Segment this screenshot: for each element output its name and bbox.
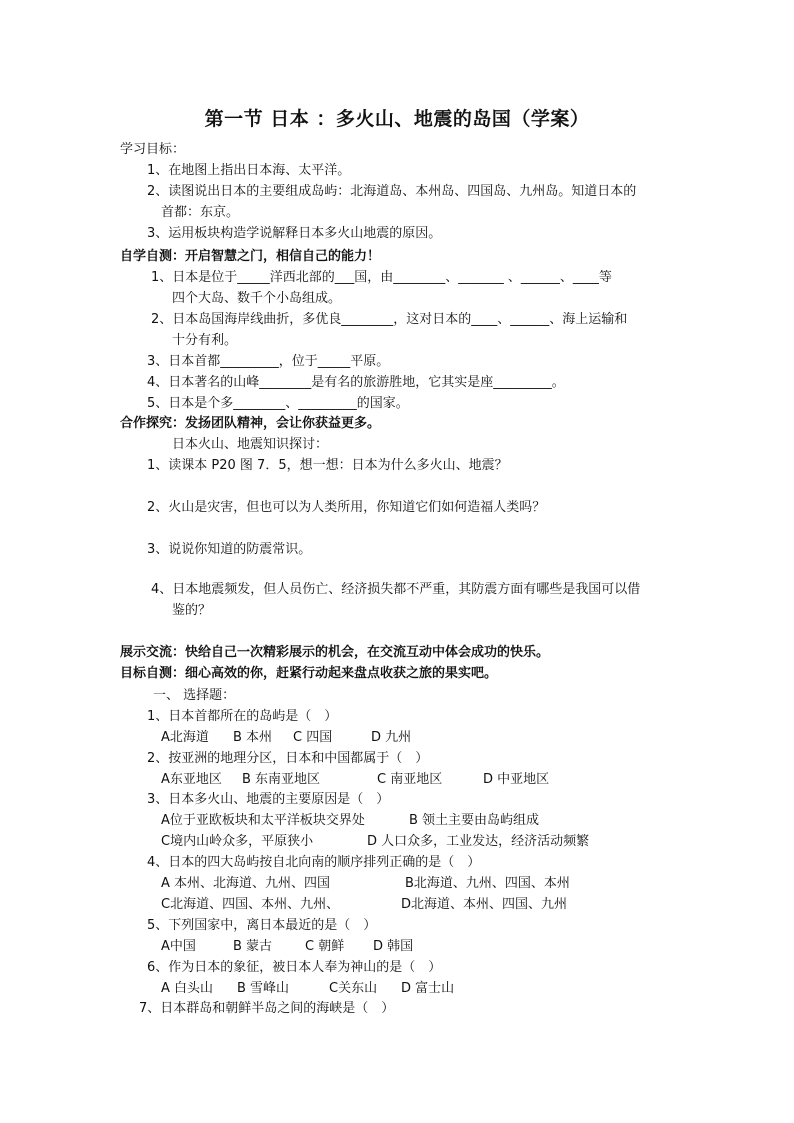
cooperate-question: 鉴的？ (172, 603, 212, 618)
option: A中国 (161, 939, 196, 954)
option: B 蒙古 (233, 939, 273, 954)
option: D 中亚地区 (483, 772, 550, 787)
option: D 九州 (371, 730, 412, 745)
cooperate-question: 1、读课本 P20 图 7．5，想一想：日本为什么多火山、地震？ (147, 458, 508, 473)
selfcheck-item: 3、日本首都_________，位于_____平原。 (147, 354, 390, 369)
question-text: 6、作为日本的象征，被日本人奉为神山的是（ ） (147, 960, 442, 975)
option: A位于亚欧板块和太平洋板块交界处 (161, 813, 365, 828)
cooperate-subheading: 日本火山、地震知识探讨： (172, 437, 329, 452)
option: B 本州 (233, 730, 273, 745)
option: D北海道、本州、四国、九州 (401, 897, 568, 912)
option: C 南亚地区 (377, 772, 443, 787)
objective-item: 3、运用板块构造学说解释日本多火山地震的原因。 (147, 226, 442, 241)
selfcheck-item: 4、日本著名的山峰________是有名的旅游胜地，它其实是座_________。 (147, 375, 565, 390)
question-text: 7、日本群岛和朝鲜半岛之间的海峡是（ ） (139, 1001, 395, 1016)
selfcheck-heading: 自学自测：开启智慧之门，相信自己的能力！ (120, 249, 381, 264)
selfcheck-item: 1、日本是位于_____洋西北部的___国，由________、_______ 、______、____等 (151, 270, 612, 285)
option: D 富士山 (401, 981, 455, 996)
selfcheck-item: 2、日本岛国海岸线曲折，多优良________，这对日本的____、______、海上运输和 (151, 312, 628, 327)
option: B 领土主要由岛屿组成 (409, 813, 540, 828)
option: D 人口众多，工业发达，经济活动频繁 (367, 834, 590, 849)
option: A 本州、北海道、九州、四国 (161, 876, 331, 891)
cooperate-question: 3、说说你知道的防震常识。 (147, 542, 312, 557)
selfcheck-item: 十分有利。 (172, 333, 238, 348)
question-text: 3、日本多火山、地震的主要原因是（ ） (147, 792, 390, 807)
question-text: 2、按亚洲的地理分区，日本和中国都属于（ ） (147, 751, 429, 766)
option: B 雪峰山 (237, 981, 290, 996)
option: C 朝鲜 (305, 939, 345, 954)
selfcheck-item: 5、日本是个多________、_________的国家。 (147, 396, 409, 411)
objectives-heading: 学习目标： (120, 142, 186, 157)
question-text: 1、日本首都所在的岛屿是（ ） (147, 709, 338, 724)
choice-section-heading: 一、 选择题： (153, 688, 236, 703)
option: C境内山岭众多，平原狭小 (161, 834, 314, 849)
option: C关东山 (329, 981, 378, 996)
option: B 东南亚地区 (242, 772, 321, 787)
objective-item: 2、读图说出日本的主要组成岛屿：北海道岛、本州岛、四国岛、九州岛。知道日本的 (147, 184, 637, 199)
option: A东亚地区 (161, 772, 222, 787)
target-heading: 目标自测：细心高效的你，赶紧行动起来盘点收获之旅的果实吧。 (120, 666, 498, 681)
objective-item: 首都：东京。 (161, 205, 240, 220)
question-text: 5、下列国家中，离日本最近的是（ ） (147, 918, 377, 933)
option: C北海道、四国、本州、九州、 (161, 897, 340, 912)
option: C 四国 (293, 730, 333, 745)
cooperate-question: 2、火山是灾害，但也可以为人类所用，你知道它们如何造福人类吗？ (147, 500, 546, 515)
option: A 白头山 (161, 981, 214, 996)
selfcheck-item: 四个大岛、数千个小岛组成。 (172, 291, 342, 306)
option: A北海道 (161, 730, 209, 745)
objective-item: 1、在地图上指出日本海、太平洋。 (147, 163, 351, 178)
option: D 韩国 (373, 939, 414, 954)
cooperate-question: 4、日本地震频发，但人员伤亡、经济损失都不严重，其防震方面有哪些是我国可以借 (151, 582, 641, 597)
show-heading: 展示交流：快给自己一次精彩展示的机会，在交流互动中体会成功的快乐。 (120, 645, 550, 660)
cooperate-heading: 合作探究：发扬团队精神，会让你获益更多。 (120, 416, 381, 431)
question-text: 4、日本的四大岛屿按自北向南的顺序排列正确的是（ ） (147, 855, 481, 870)
option: B北海道、九州、四国、本州 (405, 876, 570, 891)
page-title: 第一节 日本 ：多火山、地震的岛国（学案） (204, 108, 590, 130)
